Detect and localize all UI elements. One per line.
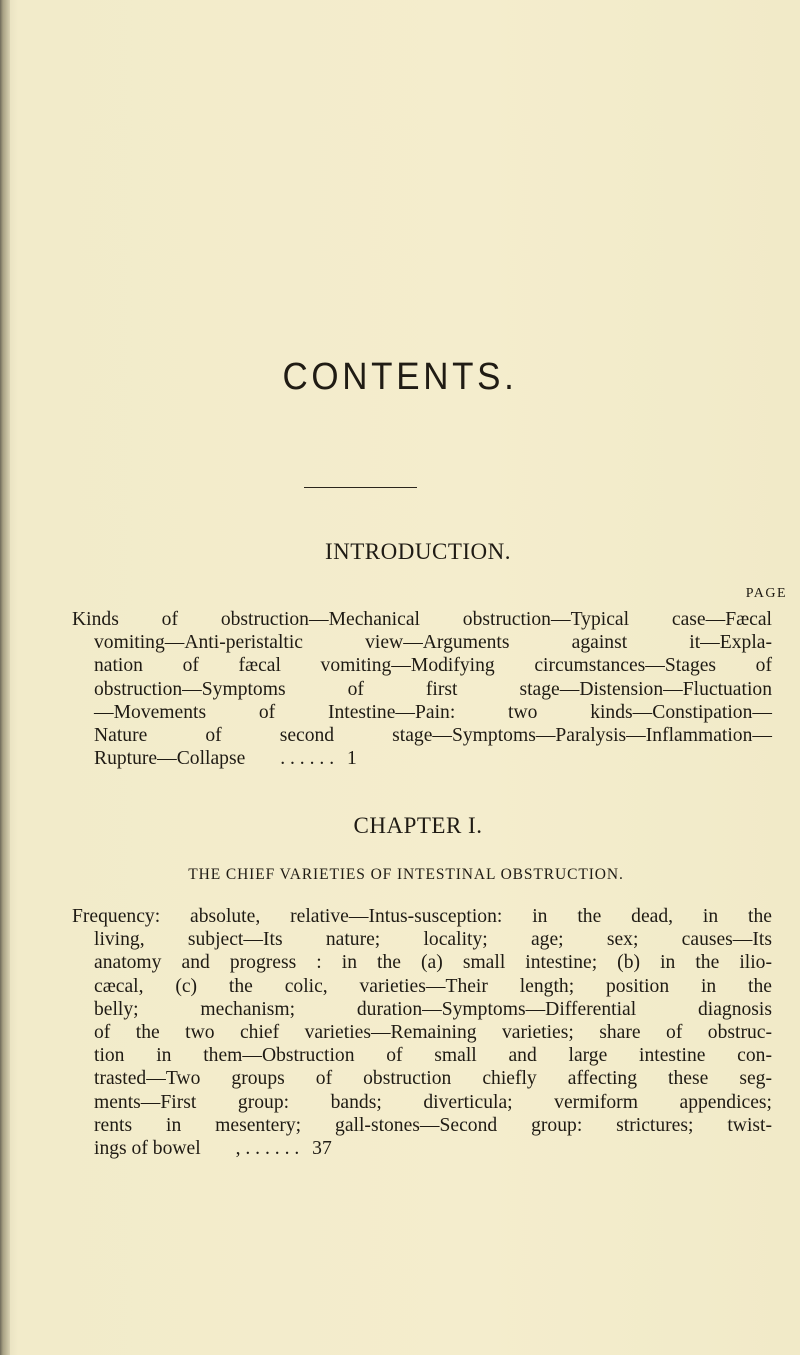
entry-line: vomiting—Anti-peristaltic view—Arguments against it—Expla- <box>94 632 772 654</box>
entry-line: living, subject—Its nature; locality; age; sex; causes—Its <box>94 929 772 951</box>
page-number: 37 <box>312 1137 332 1159</box>
page-column-label: PAGE <box>745 586 787 601</box>
entry-line: belly; mechanism; duration—Symptoms—Differential diagnosis <box>94 998 772 1020</box>
entry-line: of the two chief varieties—Remaining varieties; share of obstruc- <box>94 1021 772 1043</box>
entry-line: trasted—Two groups of obstruction chiefly affecting these seg- <box>94 1068 772 1090</box>
entry-line: tion in them—Obstruction of small and large intestine con- <box>94 1045 772 1067</box>
introduction-entry <box>72 608 772 770</box>
entry-line: Nature of second stage—Symptoms—Paralysis—Inflammation— <box>94 724 772 746</box>
entry-line: nation of fæcal vomiting—Modifying circumstances—Stages of <box>94 655 772 677</box>
page-binding-edge <box>0 0 10 1355</box>
contents-title: CONTENTS. <box>282 356 518 398</box>
chapter-subheading: THE CHIEF VARIETIES OF INTESTINAL OBSTRUCTION. <box>188 866 624 883</box>
dot-leader: . . . . . . <box>280 748 335 770</box>
introduction-heading: INTRODUCTION. <box>324 539 511 564</box>
entry-line: Kinds of obstruction—Mechanical obstruction—Typical case—Fæcal <box>72 609 772 630</box>
entry-line: obstruction—Symptoms of first stage—Distension—Fluctuation <box>94 678 772 700</box>
entry-last-line <box>72 1137 772 1160</box>
entry-line: anatomy and progress : in the (a) small intestine; (b) in the ilio- <box>94 952 772 974</box>
entry-line: cæcal, (c) the colic, varieties—Their length; position in the <box>94 975 772 997</box>
title-rule <box>304 487 417 488</box>
entry-line: —Movements of Intestine—Pain: two kinds—Constipation— <box>94 701 772 723</box>
entry-line: rents in mesentery; gall-stones—Second group: strictures; twist- <box>94 1114 772 1136</box>
entry-line: Frequency: absolute, relative—Intus-susception: in the dead, in the <box>72 906 772 927</box>
entry-line: Rupture—Collapse <box>94 748 246 770</box>
chapter-heading: CHAPTER I. <box>353 813 483 838</box>
entry-last-line <box>72 747 772 770</box>
entry-line: ments—First group: bands; diverticula; vermiform appendices; <box>94 1091 772 1113</box>
entry-line: ings of bowel <box>94 1137 201 1159</box>
page-number: 1 <box>347 748 357 770</box>
dot-leader: , . . . . . . <box>235 1137 300 1159</box>
chapter-entry <box>72 905 772 1160</box>
